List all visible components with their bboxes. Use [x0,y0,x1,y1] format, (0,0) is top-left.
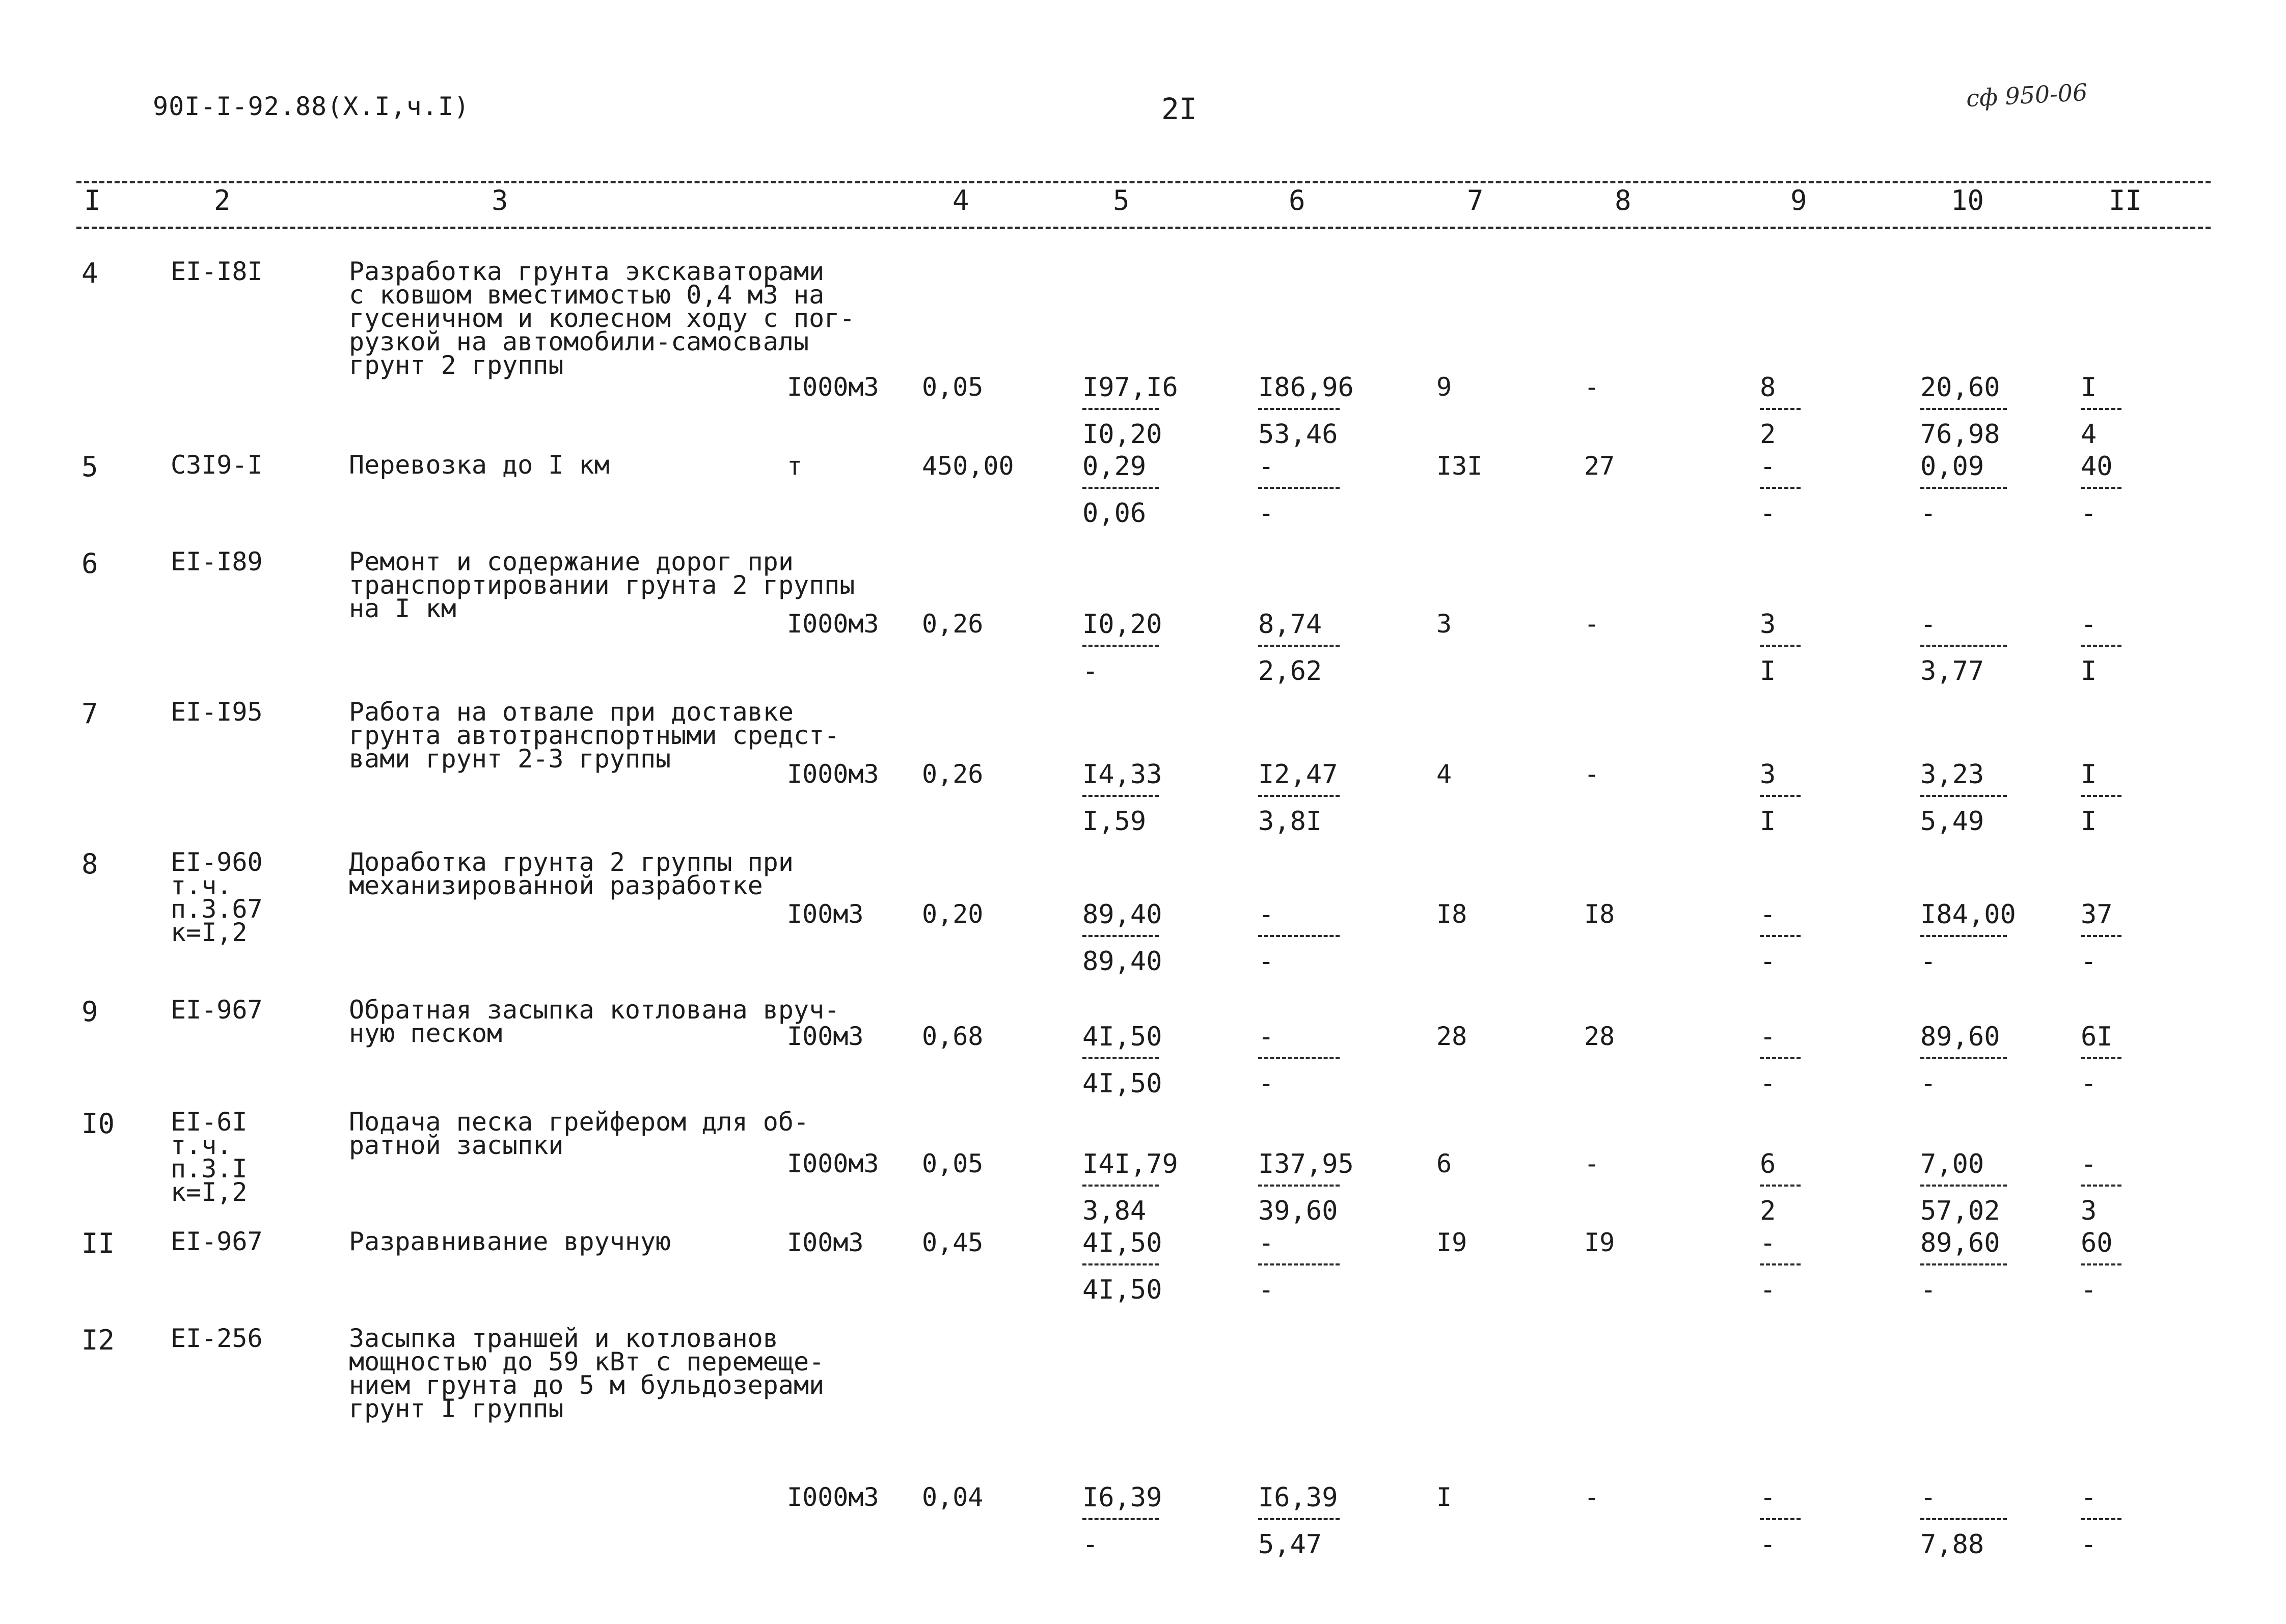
norm-code-line: EI-I8I [171,257,263,286]
quantity: 0,20 [922,899,984,929]
fraction-c5 [1082,1482,1162,1560]
numerator: I0,20 [1082,609,1162,640]
description-line: механизированной разработке [349,871,763,900]
numerator: - [1760,899,1776,930]
fraction-bar [1258,487,1340,489]
unit-of-measure: I000м3 [787,372,879,402]
numerator: 7,00 [1920,1149,1984,1179]
fraction-bar [1920,1057,2007,1059]
numerator: I4,33 [1082,759,1162,790]
description-line: гусеничном и колесном ходу с пог- [349,304,855,333]
fraction-c9 [1760,1151,1801,1224]
fraction-c11 [2081,1484,2121,1558]
denominator: 57,02 [1920,1196,2000,1226]
quantity: 0,68 [922,1022,984,1051]
numerator: - [1258,1228,1274,1258]
denominator: 2 [1760,419,1776,450]
fraction-c6 [1258,611,1340,684]
numerator: - [1760,451,1776,482]
fraction-bar [1258,1185,1340,1187]
numerator: 89,60 [1920,1228,2000,1258]
fraction-c11 [2081,1024,2121,1097]
row-number: II [81,1227,115,1259]
column-8-value: - [1584,1149,1600,1178]
denominator: - [1258,1068,1274,1099]
fraction-bar [1258,645,1340,647]
unit-of-measure: т [787,451,803,481]
denominator: 4I,50 [1082,1275,1162,1305]
fraction-bar [1258,1518,1340,1520]
fraction-bar [1082,1185,1159,1187]
numerator: 3 [1760,609,1776,640]
fraction-bar [2081,408,2121,410]
denominator: 3,77 [1920,656,1984,686]
fraction-c9 [1760,1024,1801,1097]
numerator: 0,29 [1082,451,1147,482]
fraction-c10 [1920,899,2016,977]
numerator: I [2081,759,2097,790]
fraction-bar [1920,408,2007,410]
denominator: - [2081,946,2097,977]
unit-of-measure: I00м3 [787,899,864,929]
denominator: - [1920,498,1937,529]
denominator: - [2081,1275,2097,1305]
norm-code [171,847,263,947]
description-line: на I км [349,594,456,623]
fraction-bar [1760,487,1801,489]
description-line: ратной засыпки [349,1131,564,1160]
description-line: грунт 2 группы [349,350,564,380]
denominator: 2,62 [1258,656,1322,686]
denominator: 53,46 [1258,419,1338,450]
unit-of-measure: I000м3 [787,1149,879,1178]
denominator: - [1760,1275,1776,1305]
column-7-value: I8 [1436,899,1467,929]
norm-code-line: EI-256 [171,1324,263,1353]
fraction-bar [1760,645,1801,647]
unit-of-measure: I000м3 [787,759,879,789]
denominator: 39,60 [1258,1196,1338,1226]
numerator: 0,09 [1920,451,1984,482]
description-line: нием грунта до 5 м бульдозерами [349,1370,825,1400]
fraction-c6 [1258,372,1354,450]
numerator: 60 [2081,1228,2113,1258]
norm-code-line: EI-6I [171,1107,248,1137]
fraction-c5 [1082,899,1162,977]
norm-code-line: п.3.I [171,1154,248,1183]
unit-of-measure: I000м3 [787,609,879,639]
column-header-10: 10 [1951,184,1984,216]
norm-code [171,697,263,727]
numerator: - [1258,1022,1274,1052]
fraction-c6 [1258,901,1340,975]
fraction-c11 [2081,1151,2121,1224]
fraction-c10 [1920,1151,2007,1224]
denominator: 4 [2081,419,2097,450]
unit-of-measure: I000м3 [787,1482,879,1512]
fraction-bar [1920,1518,2007,1520]
quantity: 0,45 [922,1228,984,1257]
fraction-bar [1082,408,1159,410]
fraction-bar [1258,795,1340,797]
numerator: - [2081,1149,2097,1179]
numerator: 37 [2081,899,2113,930]
numerator: 4I,50 [1082,1022,1162,1052]
fraction-bar [1760,1057,1801,1059]
quantity: 0,26 [922,609,984,639]
description-line: Доработка грунта 2 группы при [349,847,794,877]
norm-code [171,547,263,576]
document-code: 90I-I-92.88(X.I,ч.I) [153,92,470,121]
numerator: I6,39 [1258,1482,1338,1513]
work-description [349,1227,671,1256]
fraction-c11 [2081,761,2121,835]
denominator: - [1920,946,1937,977]
denominator: 2 [1760,1196,1776,1226]
numerator: I37,95 [1258,1149,1354,1179]
description-line: грунта автотранспортными средст- [349,721,840,750]
fraction-bar [2081,795,2121,797]
fraction-bar [1760,795,1801,797]
fraction-c10 [1920,1230,2007,1303]
fraction-bar [1082,795,1159,797]
quantity: 0,05 [922,372,984,402]
denominator: - [2081,1529,2097,1560]
denominator: - [1258,1275,1274,1305]
row-number: 7 [81,698,98,730]
numerator: 8 [1760,372,1776,403]
norm-code [171,257,263,286]
denominator: 76,98 [1920,419,2000,450]
fraction-c10 [1920,453,2007,527]
fraction-c6 [1258,1149,1354,1226]
work-description [349,1107,809,1160]
numerator: 89,60 [1920,1022,2000,1052]
denominator: 3,84 [1082,1196,1147,1226]
description-line: рузкой на автомобили-самосвалы [349,327,809,356]
column-header-5: 5 [1113,184,1130,216]
fraction-bar [2081,487,2121,489]
denominator: I [2081,806,2097,837]
fraction-c10 [1920,1024,2007,1097]
numerator: 4I,50 [1082,1228,1162,1258]
denominator: - [1082,656,1099,686]
denominator: 5,47 [1258,1529,1322,1560]
description-line: Засыпка траншей и котлованов [349,1324,778,1353]
norm-code [171,1227,263,1256]
denominator: 0,06 [1082,498,1147,529]
denominator: I,59 [1082,806,1147,837]
column-header-8: 8 [1615,184,1631,216]
denominator: I0,20 [1082,419,1162,450]
fraction-bar [2081,935,2121,937]
column-8-value: - [1584,759,1600,789]
column-8-value: 27 [1584,451,1615,481]
numerator: 20,60 [1920,372,2000,403]
fraction-bar [1082,935,1159,937]
numerator: I6,39 [1082,1482,1162,1513]
work-description [349,547,855,623]
fraction-c9 [1760,374,1801,448]
work-description [349,450,610,480]
denominator: - [1920,1068,1937,1099]
norm-code-line: т.ч. [171,1131,232,1160]
description-line: Ремонт и содержание дорог при [349,547,794,576]
fraction-c5 [1082,1228,1162,1305]
quantity: 450,00 [922,451,1014,481]
description-line: Обратная засыпка котлована вруч- [349,995,840,1025]
row-number: 5 [81,451,98,483]
fraction-c11 [2081,901,2121,975]
column-7-value: I9 [1436,1228,1467,1257]
row-number: I2 [81,1324,115,1356]
fraction-c9 [1760,1484,1801,1558]
numerator: 8,74 [1258,609,1322,640]
work-description [349,257,855,380]
fraction-bar [1760,935,1801,937]
numerator: - [1920,1482,1937,1513]
fraction-bar [1920,795,2007,797]
fraction-c6 [1258,761,1340,835]
column-header-11: II [2109,184,2142,216]
description-line: Разравнивание вручную [349,1227,671,1256]
fraction-c6 [1258,1484,1340,1558]
denominator: - [1760,1068,1776,1099]
norm-code-line: EI-I89 [171,547,263,576]
fraction-bar [1920,1185,2007,1187]
description-line: с ковшом вместимостью 0,4 м3 на [349,280,825,310]
numerator: - [1760,1482,1776,1513]
work-description [349,995,840,1048]
fraction-c9 [1760,761,1801,835]
denominator: I [1760,806,1776,837]
denominator: - [1920,1275,1937,1305]
fraction-c5 [1082,759,1162,837]
quantity: 0,05 [922,1149,984,1178]
fraction-c5 [1082,372,1178,450]
description-line: вами грунт 2-3 группы [349,744,671,774]
numerator: I84,00 [1920,899,2016,930]
column-8-value: - [1584,609,1600,639]
fraction-c6 [1258,453,1340,527]
denominator: - [2081,498,2097,529]
fraction-bar [1082,645,1159,647]
description-line: Разработка грунта экскаваторами [349,257,825,286]
column-7-value: I [1436,1482,1452,1512]
fraction-c9 [1760,1230,1801,1303]
fraction-bar [1760,1185,1801,1187]
fraction-bar [1920,645,2007,647]
norm-code-line: п.3.67 [171,894,263,924]
column-7-value: 3 [1436,609,1452,639]
denominator: 89,40 [1082,946,1162,977]
numerator: - [1760,1228,1776,1258]
description-line: Подача песка грейфером для об- [349,1107,809,1137]
fraction-bar [1082,1263,1159,1265]
fraction-c10 [1920,761,2007,835]
quantity: 0,26 [922,759,984,789]
fraction-bar [1920,935,2007,937]
fraction-c6 [1258,1230,1340,1303]
numerator: I97,I6 [1082,372,1178,403]
column-header-1: I [84,184,101,216]
description-line: грунт I группы [349,1394,564,1423]
fraction-c11 [2081,374,2121,448]
fraction-c9 [1760,453,1801,527]
fraction-c10 [1920,374,2007,448]
denominator: - [1258,498,1274,529]
numerator: - [2081,1482,2097,1513]
description-line: ную песком [349,1019,503,1048]
fraction-bar [1920,487,2007,489]
denominator: - [1760,498,1776,529]
column-7-value: 9 [1436,372,1452,402]
fraction-bar [1082,487,1159,489]
numerator: I86,96 [1258,372,1354,403]
fraction-c10 [1920,611,2007,684]
fraction-c6 [1258,1024,1340,1097]
numerator: - [1258,451,1274,482]
norm-code [171,1107,248,1207]
unit-of-measure: I00м3 [787,1022,864,1051]
denominator: 7,88 [1920,1529,1984,1560]
fraction-bar [1760,408,1801,410]
row-number: 4 [81,257,98,289]
fraction-bar [1258,1057,1340,1059]
numerator: - [1258,899,1274,930]
numerator: 6 [1760,1149,1776,1179]
numerator: I [2081,372,2097,403]
norm-code-line: к=I,2 [171,1177,248,1207]
denominator: 5,49 [1920,806,1984,837]
fraction-bar [1760,1263,1801,1265]
norm-code-line: EI-I95 [171,697,263,727]
denominator: - [1760,1529,1776,1560]
column-7-value: I3I [1436,451,1483,481]
header-bottom-rule [76,227,2211,229]
denominator: I [1760,656,1776,686]
page-number: 2I [1161,92,1197,126]
column-7-value: 4 [1436,759,1452,789]
fraction-bar [1258,408,1340,410]
numerator: - [1920,609,1937,640]
unit-of-measure: I00м3 [787,1228,864,1257]
denominator: - [1082,1529,1099,1560]
description-line: Перевозка до I км [349,450,610,480]
norm-code-line: C3I9-I [171,450,263,480]
numerator: 3 [1760,759,1776,790]
norm-code-line: т.ч. [171,871,232,900]
fraction-c11 [2081,1230,2121,1303]
column-8-value: 28 [1584,1022,1615,1051]
quantity: 0,04 [922,1482,984,1512]
description-line: мощностью до 59 кВт с перемеще- [349,1347,825,1377]
norm-code-line: EI-960 [171,847,263,877]
column-header-2: 2 [214,184,231,216]
numerator: I2,47 [1258,759,1338,790]
column-8-value: - [1584,1482,1600,1512]
work-description [349,697,840,774]
fraction-bar [1258,935,1340,937]
column-7-value: 28 [1436,1022,1467,1051]
row-number: 8 [81,848,98,880]
norm-code [171,995,263,1025]
denominator: 3,8I [1258,806,1322,837]
column-8-value: I8 [1584,899,1615,929]
fraction-bar [2081,1185,2121,1187]
row-number: 6 [81,547,98,580]
norm-code-line: EI-967 [171,995,263,1025]
description-line: Работа на отвале при доставке [349,697,794,727]
norm-code [171,450,263,480]
denominator: - [1258,946,1274,977]
fraction-c11 [2081,453,2121,527]
fraction-bar [1920,1263,2007,1265]
fraction-c5 [1082,609,1162,686]
column-header-3: 3 [492,184,508,216]
numerator: I4I,79 [1082,1149,1178,1179]
fraction-c9 [1760,611,1801,684]
norm-code-line: к=I,2 [171,918,248,947]
column-header-7: 7 [1467,184,1484,216]
fraction-c5 [1082,1149,1178,1226]
fraction-bar [1760,1518,1801,1520]
denominator: 4I,50 [1082,1068,1162,1099]
fraction-bar [2081,1057,2121,1059]
fraction-bar [2081,1518,2121,1520]
fraction-bar [1082,1057,1159,1059]
denominator: - [2081,1068,2097,1099]
fraction-c10 [1920,1484,2007,1558]
column-8-value: - [1584,372,1600,402]
fraction-c5 [1082,453,1159,527]
denominator: 3 [2081,1196,2097,1226]
fraction-c11 [2081,611,2121,684]
fraction-c5 [1082,1022,1162,1099]
column-header-4: 4 [953,184,969,216]
fraction-bar [2081,1263,2121,1265]
column-header-9: 9 [1790,184,1807,216]
numerator: 3,23 [1920,759,1984,790]
description-line: транспортировании грунта 2 группы [349,570,855,600]
column-7-value: 6 [1436,1149,1452,1178]
denominator: - [1760,946,1776,977]
norm-code [171,1324,263,1353]
norm-code-line: EI-967 [171,1227,263,1256]
handwritten-note: сф 950-06 [1965,78,2088,113]
fraction-bar [2081,645,2121,647]
work-description [349,1324,825,1423]
numerator: 89,40 [1082,899,1162,930]
fraction-c9 [1760,901,1801,975]
numerator: - [1760,1022,1776,1052]
numerator: 6I [2081,1022,2113,1052]
fraction-bar [1258,1263,1340,1265]
header-top-rule [76,181,2211,183]
row-number: 9 [81,996,98,1028]
numerator: - [2081,609,2097,640]
numerator: 40 [2081,451,2113,482]
row-number: I0 [81,1108,115,1140]
column-header-6: 6 [1289,184,1305,216]
denominator: I [2081,656,2097,686]
column-8-value: I9 [1584,1228,1615,1257]
fraction-bar [1082,1518,1159,1520]
work-description [349,847,794,900]
